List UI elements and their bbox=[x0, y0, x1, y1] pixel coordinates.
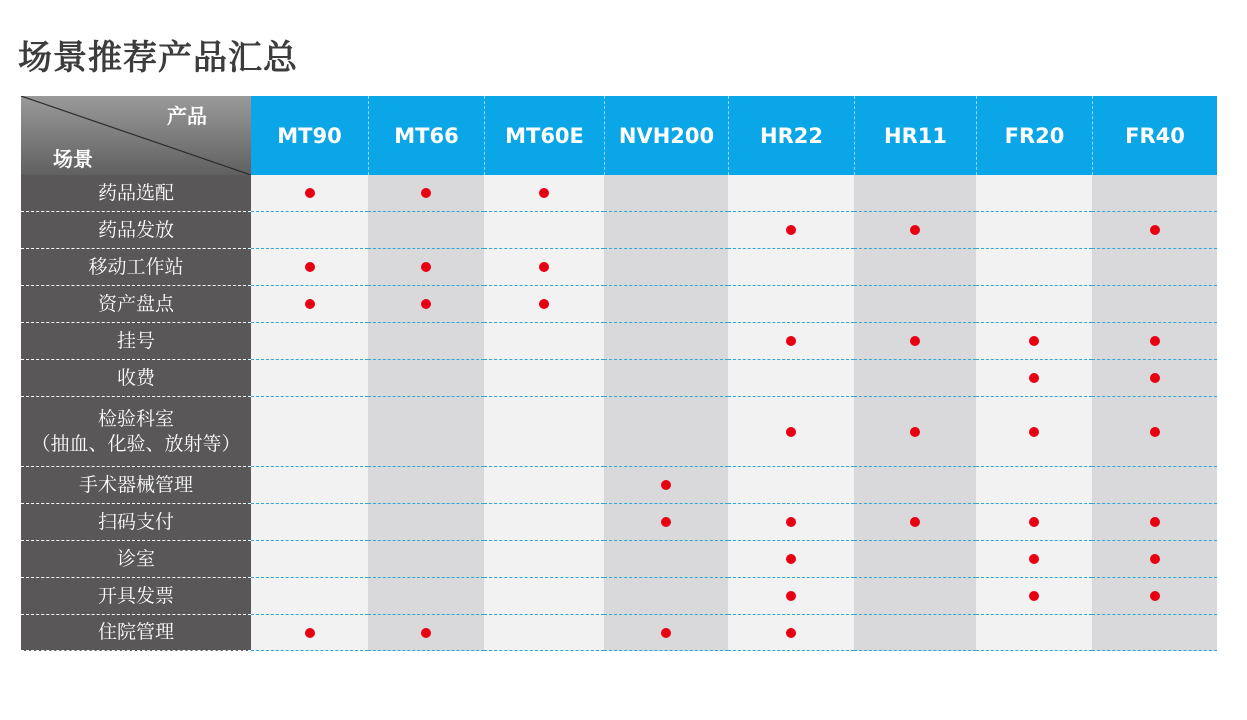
page-title: 场景推荐产品汇总 bbox=[18, 38, 298, 78]
recommended-dot bbox=[539, 299, 549, 309]
table-cell bbox=[854, 578, 976, 615]
table-cell bbox=[484, 286, 604, 323]
table-cell bbox=[368, 467, 484, 504]
recommended-dot bbox=[305, 188, 315, 198]
table-cell bbox=[251, 212, 368, 249]
table-cell bbox=[1092, 467, 1217, 504]
recommended-dot bbox=[539, 188, 549, 198]
table-cell bbox=[368, 397, 484, 467]
table-cell bbox=[1092, 504, 1217, 541]
table-cell bbox=[604, 541, 728, 578]
product-header-fr20: FR20 bbox=[976, 96, 1092, 175]
table-cell bbox=[251, 541, 368, 578]
recommended-dot bbox=[421, 628, 431, 638]
table-cell bbox=[1092, 249, 1217, 286]
table-cell bbox=[484, 175, 604, 212]
recommended-dot bbox=[305, 628, 315, 638]
table-cell bbox=[976, 175, 1092, 212]
recommended-dot bbox=[786, 591, 796, 601]
scene-label: 开具发票 bbox=[97, 584, 174, 607]
table-cell bbox=[484, 212, 604, 249]
table-cell bbox=[604, 615, 728, 651]
recommended-dot bbox=[1029, 591, 1039, 601]
table-cell bbox=[1092, 323, 1217, 360]
table-cell bbox=[604, 397, 728, 467]
recommended-dot bbox=[1150, 373, 1160, 383]
table-cell bbox=[368, 615, 484, 651]
table-cell bbox=[368, 175, 484, 212]
table-cell bbox=[728, 286, 854, 323]
recommended-dot bbox=[786, 628, 796, 638]
table-cell bbox=[1092, 286, 1217, 323]
scene-row-header bbox=[21, 323, 251, 360]
table-cell bbox=[728, 360, 854, 397]
table-cell bbox=[728, 249, 854, 286]
scenario-product-table bbox=[21, 96, 1217, 653]
table-cell bbox=[368, 541, 484, 578]
recommended-dot bbox=[786, 225, 796, 235]
table-cell bbox=[1092, 175, 1217, 212]
corner-scene-label: 场景 bbox=[53, 147, 93, 171]
recommended-dot bbox=[1029, 554, 1039, 564]
product-header-hr11: HR11 bbox=[854, 96, 976, 175]
recommended-dot bbox=[1029, 336, 1039, 346]
table-cell bbox=[251, 397, 368, 467]
table-cell bbox=[251, 467, 368, 504]
table-cell bbox=[976, 541, 1092, 578]
table-cell bbox=[368, 578, 484, 615]
table-cell bbox=[604, 212, 728, 249]
table-cell bbox=[604, 175, 728, 212]
scene-row-header bbox=[21, 615, 251, 651]
table-cell bbox=[976, 249, 1092, 286]
table-cell bbox=[976, 578, 1092, 615]
table-cell bbox=[854, 360, 976, 397]
table-cell bbox=[604, 249, 728, 286]
table-cell bbox=[484, 578, 604, 615]
scene-row-header bbox=[21, 286, 251, 323]
table-cell bbox=[728, 323, 854, 360]
table-cell bbox=[604, 286, 728, 323]
table-cell bbox=[854, 467, 976, 504]
recommended-dot bbox=[1029, 517, 1039, 527]
scene-label: 移动工作站 bbox=[88, 255, 184, 278]
scene-label: 检验科室 bbox=[97, 407, 174, 430]
table-cell bbox=[854, 175, 976, 212]
recommended-dot bbox=[1150, 427, 1160, 437]
table-cell bbox=[251, 615, 368, 651]
product-header-mt90: MT90 bbox=[251, 96, 368, 175]
table-cell bbox=[368, 286, 484, 323]
table-cell bbox=[1092, 360, 1217, 397]
table-cell bbox=[484, 615, 604, 651]
recommended-dot bbox=[786, 517, 796, 527]
table-cell bbox=[976, 397, 1092, 467]
table-cell bbox=[976, 467, 1092, 504]
scene-row-header bbox=[21, 467, 251, 504]
table-cell bbox=[728, 615, 854, 651]
table-cell bbox=[976, 286, 1092, 323]
recommended-dot bbox=[910, 336, 920, 346]
scene-label: 资产盘点 bbox=[97, 292, 174, 315]
table-cell bbox=[854, 249, 976, 286]
table-cell bbox=[368, 360, 484, 397]
recommended-dot bbox=[1150, 336, 1160, 346]
table-cell bbox=[854, 615, 976, 651]
scene-label: 药品发放 bbox=[97, 218, 174, 241]
recommended-dot bbox=[1150, 517, 1160, 527]
scene-label: 收费 bbox=[116, 366, 155, 389]
table-corner-header bbox=[21, 96, 251, 175]
recommended-dot bbox=[786, 336, 796, 346]
table-cell bbox=[368, 249, 484, 286]
recommended-dot bbox=[305, 299, 315, 309]
recommended-dot bbox=[910, 225, 920, 235]
scene-row-header bbox=[21, 504, 251, 541]
scene-label: 药品选配 bbox=[97, 181, 174, 204]
table-cell bbox=[976, 504, 1092, 541]
table-cell bbox=[484, 323, 604, 360]
table-cell bbox=[604, 323, 728, 360]
recommended-dot bbox=[661, 628, 671, 638]
table-cell bbox=[251, 504, 368, 541]
table-cell bbox=[728, 541, 854, 578]
table-cell bbox=[368, 212, 484, 249]
scene-row-header bbox=[21, 175, 251, 212]
product-header-mt66: MT66 bbox=[368, 96, 484, 175]
table-cell bbox=[251, 175, 368, 212]
recommended-dot bbox=[421, 188, 431, 198]
scene-row-header bbox=[21, 541, 251, 578]
recommended-dot bbox=[421, 299, 431, 309]
recommended-dot bbox=[910, 427, 920, 437]
corner-product-label: 产品 bbox=[167, 104, 207, 128]
table-cell bbox=[976, 212, 1092, 249]
table-cell bbox=[976, 615, 1092, 651]
table-cell bbox=[251, 286, 368, 323]
table-cell bbox=[1092, 615, 1217, 651]
table-cell bbox=[604, 467, 728, 504]
table-cell bbox=[854, 397, 976, 467]
table-cell bbox=[854, 504, 976, 541]
table-cell bbox=[604, 578, 728, 615]
table-cell bbox=[484, 467, 604, 504]
recommended-dot bbox=[1029, 427, 1039, 437]
table-cell bbox=[251, 249, 368, 286]
table-cell bbox=[1092, 212, 1217, 249]
scene-row-header bbox=[21, 249, 251, 286]
table-cell bbox=[728, 578, 854, 615]
table-cell bbox=[484, 397, 604, 467]
scene-label: 挂号 bbox=[116, 329, 155, 352]
table-cell bbox=[484, 504, 604, 541]
scene-label: 诊室 bbox=[116, 547, 155, 570]
scene-row-header bbox=[21, 578, 251, 615]
table-cell bbox=[976, 323, 1092, 360]
table-cell bbox=[368, 504, 484, 541]
scene-label: （抽血、化验、放射等） bbox=[31, 432, 241, 455]
table-cell bbox=[368, 323, 484, 360]
product-header-mt60e: MT60E bbox=[484, 96, 604, 175]
scene-row-header bbox=[21, 212, 251, 249]
table-cell bbox=[484, 541, 604, 578]
recommended-dot bbox=[1150, 554, 1160, 564]
recommended-dot bbox=[661, 480, 671, 490]
scene-row-header bbox=[21, 397, 251, 467]
recommended-dot bbox=[786, 427, 796, 437]
table-cell bbox=[1092, 541, 1217, 578]
recommended-dot bbox=[1029, 373, 1039, 383]
table-cell bbox=[976, 360, 1092, 397]
scene-label: 住院管理 bbox=[97, 621, 174, 643]
table-cell bbox=[854, 212, 976, 249]
table-cell bbox=[604, 504, 728, 541]
recommended-dot bbox=[305, 262, 315, 272]
table-cell bbox=[604, 360, 728, 397]
recommended-dot bbox=[421, 262, 431, 272]
table-cell bbox=[728, 504, 854, 541]
table-cell bbox=[728, 212, 854, 249]
table-cell bbox=[728, 175, 854, 212]
recommended-dot bbox=[539, 262, 549, 272]
table-cell bbox=[854, 286, 976, 323]
product-header-hr22: HR22 bbox=[728, 96, 854, 175]
recommended-dot bbox=[1150, 225, 1160, 235]
table-cell bbox=[854, 323, 976, 360]
scene-label: 手术器械管理 bbox=[78, 473, 193, 496]
table-cell bbox=[728, 467, 854, 504]
recommended-dot bbox=[786, 554, 796, 564]
table-cell bbox=[251, 360, 368, 397]
recommended-dot bbox=[661, 517, 671, 527]
recommended-dot bbox=[910, 517, 920, 527]
product-header-nvh200: NVH200 bbox=[604, 96, 728, 175]
product-header-fr40: FR40 bbox=[1092, 96, 1217, 175]
table-cell bbox=[854, 541, 976, 578]
table-cell bbox=[1092, 578, 1217, 615]
scene-label: 扫码支付 bbox=[97, 510, 174, 533]
scene-row-header bbox=[21, 360, 251, 397]
table-cell bbox=[484, 360, 604, 397]
table-cell bbox=[251, 323, 368, 360]
recommended-dot bbox=[1150, 591, 1160, 601]
table-cell bbox=[251, 578, 368, 615]
table-cell bbox=[728, 397, 854, 467]
table-cell bbox=[1092, 397, 1217, 467]
table-cell bbox=[484, 249, 604, 286]
